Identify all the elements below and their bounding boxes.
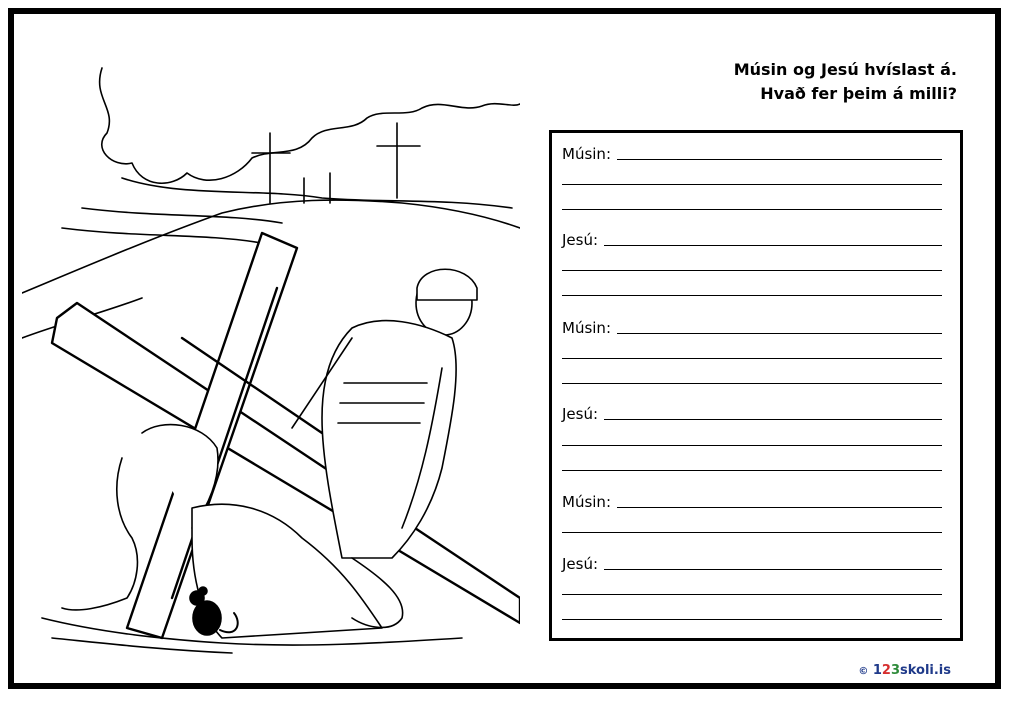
sky-clouds: [100, 68, 520, 183]
answer-line[interactable]: [562, 532, 942, 533]
answer-line[interactable]: [604, 244, 942, 246]
answer-line[interactable]: [562, 295, 942, 296]
answer-line[interactable]: [604, 568, 942, 570]
speaker-label: Jesú:: [562, 405, 599, 423]
answer-line[interactable]: [562, 445, 942, 446]
dialog-entry-musin-1[interactable]: [562, 141, 942, 163]
answer-line[interactable]: [562, 619, 942, 620]
logo-brand-text: skoli.is: [899, 663, 951, 678]
answer-line[interactable]: [562, 383, 942, 384]
speaker-label: Músin:: [562, 145, 611, 163]
logo-digit-3: 3: [890, 663, 900, 678]
title-line-2: Hvað fer þeim á milli?: [760, 84, 957, 103]
logo-digit-2: 2: [881, 663, 891, 678]
speaker-label: Músin:: [562, 493, 611, 511]
answer-line[interactable]: [562, 594, 942, 595]
dialog-entry-musin-3[interactable]: [562, 489, 942, 511]
answer-line[interactable]: [617, 332, 942, 334]
title-line-1: Músin og Jesú hvíslast á.: [733, 60, 957, 79]
answer-line[interactable]: [562, 470, 942, 471]
answer-line[interactable]: [604, 418, 942, 420]
answer-line[interactable]: [562, 358, 942, 359]
speaker-label: Jesú:: [562, 555, 599, 573]
speaker-label: Músin:: [562, 319, 611, 337]
soldier-figure: [292, 269, 477, 558]
worksheet-title: [734, 58, 957, 106]
copyright-symbol: ©: [858, 666, 869, 677]
answer-line[interactable]: [617, 506, 942, 508]
site-logo: [858, 663, 951, 678]
dialog-entry-jesu-3[interactable]: [562, 551, 942, 573]
dialog-entry-musin-2[interactable]: [562, 315, 942, 337]
dialog-entry-jesu-2[interactable]: [562, 401, 942, 423]
dialog-entry-jesu-1[interactable]: [562, 227, 942, 249]
answer-line[interactable]: [617, 158, 942, 160]
logo-digit-1: 1: [872, 663, 882, 678]
dialog-writing-box: [549, 130, 963, 641]
answer-line[interactable]: [562, 270, 942, 271]
answer-line[interactable]: [562, 184, 942, 185]
coloring-illustration: [22, 38, 520, 658]
answer-line[interactable]: [562, 209, 942, 210]
speaker-label: Jesú:: [562, 231, 599, 249]
distant-crosses: [252, 123, 420, 203]
